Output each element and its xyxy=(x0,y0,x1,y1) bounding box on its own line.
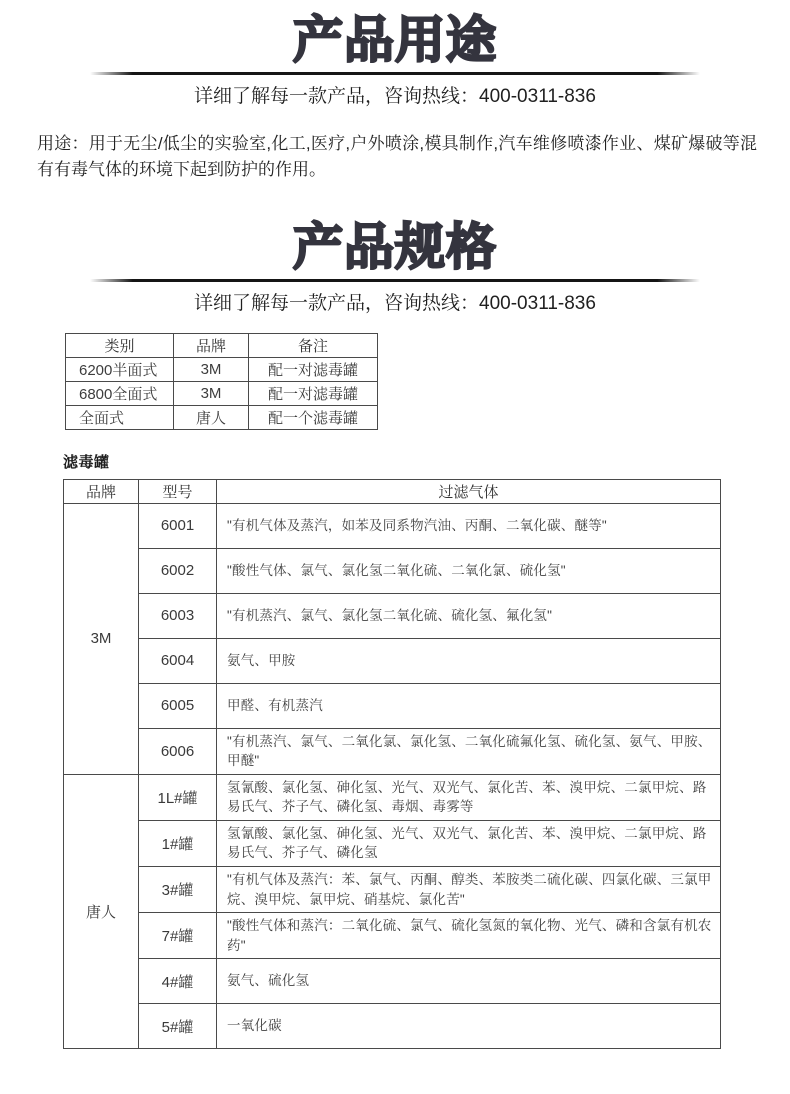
specs-section xyxy=(0,218,790,1049)
gases-cell: 氨气、甲胺 xyxy=(217,638,721,683)
gases-cell: "有机气体及蒸汽：苯、氯气、丙酮、醇类、苯胺类二硫化碳、四氯化碳、三氯甲烷、溴甲烷、氯甲烷、硝基烷、氯化苦" xyxy=(217,866,721,912)
usage-hotline: 详细了解每一款产品，咨询热线：400-0311-836 xyxy=(194,85,596,107)
table-row xyxy=(64,820,721,866)
table-row xyxy=(64,728,721,774)
spec-category: 6200半面式 xyxy=(66,357,174,381)
model-cell: 1#罐 xyxy=(139,820,217,866)
table-row xyxy=(64,774,721,820)
table-row xyxy=(64,1004,721,1049)
canister-table xyxy=(63,479,721,1050)
spec-header-note: 备注 xyxy=(249,333,378,357)
spec-category: 全面式 xyxy=(66,405,174,429)
brand-cell-3m: 3M xyxy=(64,503,139,774)
specs-title: 产品规格 xyxy=(293,218,497,277)
gases-cell: 氢氰酸、氯化氢、砷化氢、光气、双光气、氯化苦、苯、溴甲烷、二氯甲烷、路易氏气、芥子气、磷化氢 xyxy=(217,820,721,866)
usage-description: 用途：用于无尘/低尘的实验室,化工,医疗,户外喷涂,模具制作,汽车维修喷漆作业、煤矿爆破等混有有毒气体的环境下起到防护的作用。 xyxy=(37,134,757,179)
spec-table xyxy=(65,333,378,430)
brand-cell-tangren: 唐人 xyxy=(64,774,139,1049)
spec-note: 配一个滤毒罐 xyxy=(249,405,378,429)
specs-hotline: 详细了解每一款产品，咨询热线：400-0311-836 xyxy=(194,292,596,314)
spec-header-category: 类别 xyxy=(66,333,174,357)
spec-note: 配一对滤毒罐 xyxy=(249,357,378,381)
gases-cell: "酸性气体和蒸汽：二氧化硫、氯气、硫化氢氮的氧化物、光气、磷和含氯有机农药" xyxy=(217,913,721,959)
spec-header-brand: 品牌 xyxy=(174,333,249,357)
table-row xyxy=(64,638,721,683)
usage-section xyxy=(0,11,790,182)
model-cell: 7#罐 xyxy=(139,913,217,959)
gases-cell: 氢氰酸、氯化氢、砷化氢、光气、双光气、氯化苦、苯、溴甲烷、二氯甲烷、路易氏气、芥子气、磷化氢、毒烟、毒雾等 xyxy=(217,774,721,820)
model-cell: 6005 xyxy=(139,683,217,728)
table-row xyxy=(64,959,721,1004)
table-row xyxy=(64,683,721,728)
model-cell: 1L#罐 xyxy=(139,774,217,820)
gases-cell: "有机气体及蒸汽，如苯及同系物汽油、丙酮、二氧化碳、醚等" xyxy=(217,503,721,548)
model-cell: 6003 xyxy=(139,593,217,638)
table-row xyxy=(66,405,378,429)
table-row xyxy=(64,866,721,912)
gases-cell: 甲醛、有机蒸汽 xyxy=(217,683,721,728)
canister-header-model: 型号 xyxy=(139,479,217,503)
canister-header-row xyxy=(64,479,721,503)
table-row xyxy=(66,357,378,381)
gases-cell: "酸性气体、氯气、氯化氢二氧化硫、二氧化氯、硫化氢" xyxy=(217,548,721,593)
model-cell: 3#罐 xyxy=(139,866,217,912)
gases-cell: "有机蒸汽、氯气、氯化氢二氧化硫、硫化氢、氟化氢" xyxy=(217,593,721,638)
model-cell: 6002 xyxy=(139,548,217,593)
table-row xyxy=(64,503,721,548)
gases-cell: "有机蒸汽、氯气、二氧化氯、氯化氢、二氧化硫氟化氢、硫化氢、氨气、甲胺、甲醚" xyxy=(217,728,721,774)
gases-cell: 一氧化碳 xyxy=(217,1004,721,1049)
table-row xyxy=(64,913,721,959)
spec-category: 6800全面式 xyxy=(66,381,174,405)
model-cell: 4#罐 xyxy=(139,959,217,1004)
spec-brand: 3M xyxy=(174,381,249,405)
model-cell: 5#罐 xyxy=(139,1004,217,1049)
table-row xyxy=(66,381,378,405)
canister-header-gases: 过滤气体 xyxy=(217,479,721,503)
spec-brand: 3M xyxy=(174,357,249,381)
table-row xyxy=(64,548,721,593)
title-divider xyxy=(90,279,700,282)
spec-brand: 唐人 xyxy=(174,405,249,429)
canister-header-brand: 品牌 xyxy=(64,479,139,503)
model-cell: 6001 xyxy=(139,503,217,548)
title-divider xyxy=(90,72,700,75)
spec-header-row xyxy=(66,333,378,357)
table-row xyxy=(64,593,721,638)
usage-title: 产品用途 xyxy=(293,11,497,69)
model-cell: 6004 xyxy=(139,638,217,683)
gases-cell: 氨气、硫化氢 xyxy=(217,959,721,1004)
canister-heading: 滤毒罐 xyxy=(63,453,110,471)
spec-note: 配一对滤毒罐 xyxy=(249,381,378,405)
model-cell: 6006 xyxy=(139,728,217,774)
